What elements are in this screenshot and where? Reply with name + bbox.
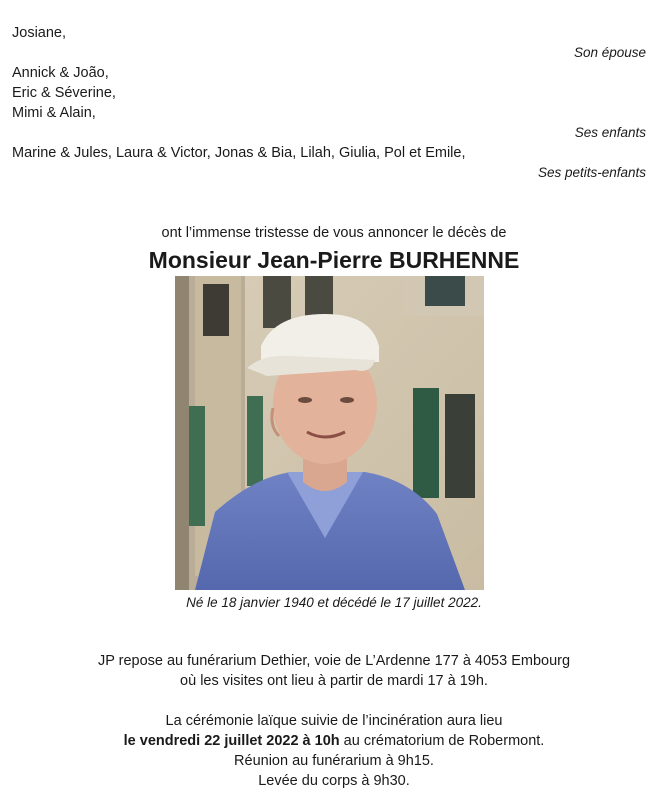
ceremony-line-1: La cérémonie laïque suivie de l’incinération aura lieu bbox=[165, 713, 503, 729]
ceremony-date: le vendredi 22 juillet 2022 à 10h bbox=[123, 733, 340, 749]
visitation-line-1: JP repose au funérarium Dethier, voie de L’Ardenne 177 à 4053 Embourg bbox=[97, 653, 571, 669]
ceremony-line-2 bbox=[0, 732, 668, 750]
grandchildren-label: Ses petits-enfants bbox=[537, 165, 646, 180]
ceremony-departure: Levée du corps à 9h30. bbox=[258, 773, 410, 789]
spouse-names: Josiane, bbox=[12, 25, 67, 41]
ceremony-meeting: Réunion au funérarium à 9h15. bbox=[234, 753, 434, 769]
visitation-line-2: où les visites ont lieu à partir de mardi 17 à 19h. bbox=[180, 673, 488, 689]
child-line: Annick & João, bbox=[12, 65, 109, 81]
deceased-name: Monsieur Jean-Pierre BURHENNE bbox=[148, 247, 520, 273]
spouse-label: Son épouse bbox=[573, 45, 646, 60]
child-line: Mimi & Alain, bbox=[12, 105, 96, 121]
portrait-photo bbox=[175, 276, 484, 590]
child-line: Eric & Séverine, bbox=[12, 85, 116, 101]
ceremony-location: au crématorium de Robermont. bbox=[339, 733, 545, 749]
children-label: Ses enfants bbox=[574, 125, 646, 140]
grandchildren-names: Marine & Jules, Laura & Victor, Jonas & Bia, Lilah, Giulia, Pol et Emile, bbox=[12, 145, 466, 161]
announcement-intro: ont l’immense tristesse de vous annoncer le décès de bbox=[161, 225, 507, 241]
birth-death-dates: Né le 18 janvier 1940 et décédé le 17 juillet 2022. bbox=[186, 595, 482, 610]
